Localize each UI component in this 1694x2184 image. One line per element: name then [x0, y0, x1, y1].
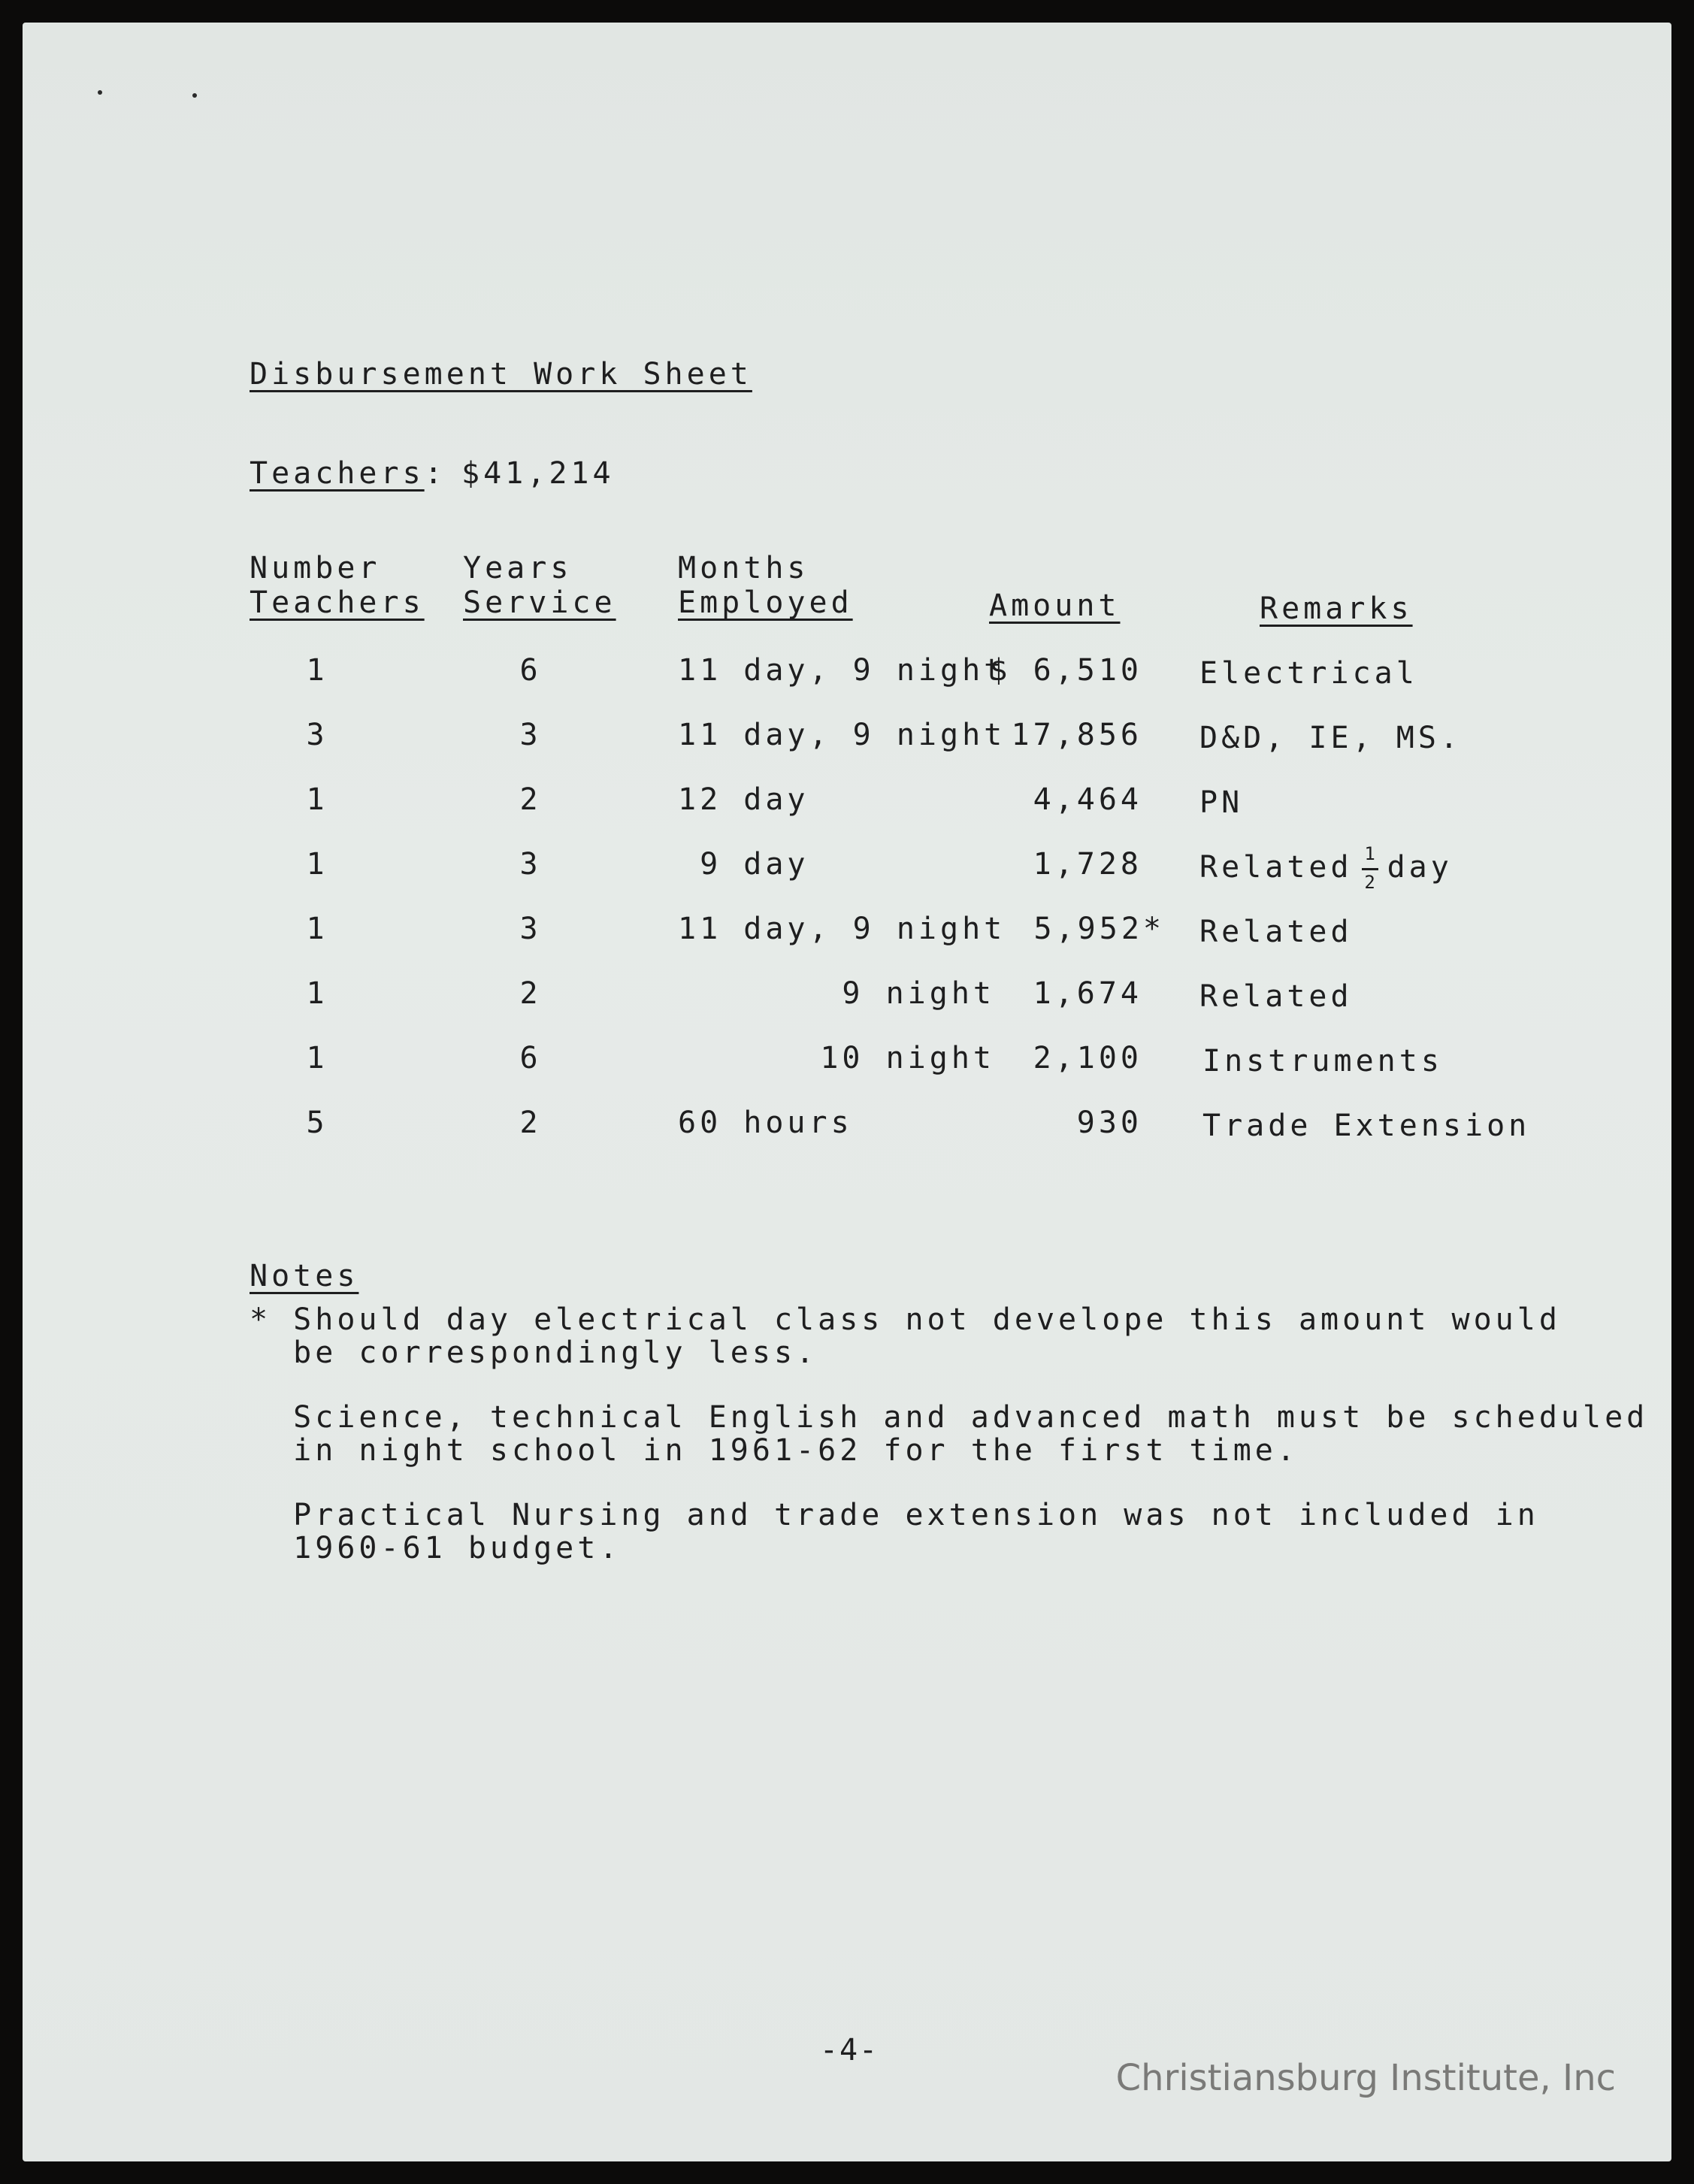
- row-4-remarks: Related: [1199, 850, 1353, 885]
- note-1-line-2: be correspondingly less.: [250, 1336, 818, 1370]
- half-fraction: [1360, 843, 1380, 893]
- header-remarks: Remarks: [1260, 591, 1413, 626]
- row-4-number: 1: [306, 847, 328, 882]
- teachers-total: $41,214: [461, 456, 615, 491]
- row-5-number: 1: [306, 912, 328, 946]
- row-6-amount: 1,674: [1033, 976, 1142, 1011]
- row-6-months: 9 night: [842, 976, 995, 1011]
- notes-heading: Notes: [250, 1259, 359, 1293]
- note-3-line-2: 1960-61 budget.: [250, 1531, 622, 1565]
- row-8-amount: 930: [1076, 1106, 1142, 1140]
- row-2-amount: 17,856: [1011, 718, 1142, 752]
- row-8-remarks: Trade Extension: [1202, 1109, 1531, 1143]
- row-5-remarks: Related: [1199, 915, 1353, 949]
- row-8-number: 5: [306, 1106, 328, 1140]
- paper-speck: [192, 93, 197, 98]
- header-months-1: Months: [678, 551, 809, 585]
- teachers-line: [250, 458, 446, 489]
- row-6-number: 1: [306, 976, 328, 1011]
- row-7-years: 6: [519, 1041, 542, 1075]
- row-2-months: 11 day, 9 night: [678, 718, 1006, 752]
- row-4-remarks-suffix: day: [1387, 850, 1453, 885]
- row-5-amount: 5,952*: [1033, 912, 1165, 946]
- row-2-remarks: D&D, IE, MS.: [1199, 721, 1462, 755]
- paper-speck: [98, 90, 102, 95]
- row-7-remarks: Instruments: [1202, 1044, 1443, 1078]
- row-7-number: 1: [306, 1041, 328, 1075]
- header-months-2: Employed: [678, 585, 853, 620]
- row-2-number: 3: [306, 718, 328, 752]
- fraction-bar: [1362, 868, 1378, 870]
- teachers-label: Teachers: [250, 456, 425, 491]
- row-8-years: 2: [519, 1106, 542, 1140]
- row-6-remarks: Related: [1199, 979, 1353, 1014]
- row-3-amount: 4,464: [1033, 782, 1142, 817]
- header-years-2: Service: [463, 585, 616, 620]
- header-amount: Amount: [989, 588, 1121, 623]
- fraction-numerator: 1: [1364, 843, 1375, 864]
- note-1-line-1: * Should day electrical class not develope this amount would: [250, 1302, 1561, 1337]
- note-2-line-2: in night school in 1961-62 for the first time.: [250, 1433, 1299, 1468]
- row-4-months: 9 day: [678, 847, 809, 882]
- row-3-remarks: PN: [1199, 785, 1244, 820]
- watermark: Christiansburg Institute, Inc: [1115, 2057, 1616, 2099]
- row-1-number: 1: [306, 653, 328, 688]
- row-5-years: 3: [519, 912, 542, 946]
- fraction-denominator: 2: [1364, 872, 1375, 893]
- header-number-1: Number: [250, 551, 381, 585]
- row-8-months: 60 hours: [678, 1106, 853, 1140]
- row-7-amount: 2,100: [1033, 1041, 1142, 1075]
- note-3-line-1: Practical Nursing and trade extension was not included in: [250, 1498, 1539, 1532]
- row-1-months: 11 day, 9 night: [678, 653, 1006, 688]
- document-title: Disbursement Work Sheet: [250, 357, 752, 392]
- note-2-line-1: Science, technical English and advanced math must be scheduled: [250, 1400, 1649, 1435]
- row-5-months: 11 day, 9 night: [678, 912, 1006, 946]
- row-4-remarks-cell: [1199, 843, 1453, 893]
- row-4-years: 3: [519, 847, 542, 882]
- document-page: [23, 23, 1671, 2161]
- row-2-years: 3: [519, 718, 542, 752]
- header-years-1: Years: [463, 551, 573, 585]
- page-number: -4-: [819, 2033, 879, 2068]
- row-3-months: 12 day: [678, 782, 809, 817]
- row-1-years: 6: [519, 653, 542, 688]
- row-6-years: 2: [519, 976, 542, 1011]
- row-4-amount: 1,728: [1033, 847, 1142, 882]
- row-1-amount: $ 6,510: [989, 653, 1142, 688]
- header-number-2: Teachers: [250, 585, 425, 620]
- row-3-number: 1: [306, 782, 328, 817]
- row-3-years: 2: [519, 782, 542, 817]
- teachers-colon: :: [424, 456, 446, 491]
- row-7-months: 10 night: [820, 1041, 995, 1075]
- row-1-remarks: Electrical: [1199, 656, 1418, 691]
